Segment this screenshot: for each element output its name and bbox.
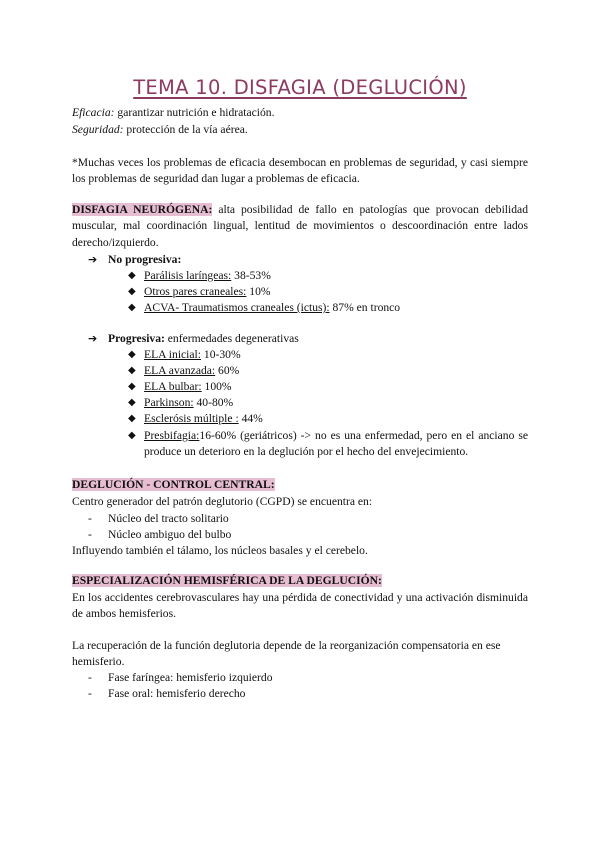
list-item [128,363,528,379]
progresiva-item [88,331,299,347]
especializacion-heading-line [72,573,528,589]
list-item [128,347,528,363]
especializacion-heading: ESPECIALIZACIÓN HEMISFÉRICA DE LA DEGLUCIÓN: [72,574,382,587]
list-item [128,411,528,427]
item-text: Núcleo del tracto solitario [108,512,229,525]
page-title: TEMA 10. DISFAGIA (DEGLUCIÓN) [133,76,467,99]
diamond-icon: ◆ [128,270,136,281]
no-progresiva-label: No progresiva: [108,253,182,266]
diamond-icon: ◆ [128,381,136,392]
item-term: ACVA- Traumatismos craneales (ictus): [144,301,330,314]
item-term: ELA bulbar: [144,380,202,393]
list-item [128,428,528,461]
diamond-icon: ◆ [128,430,136,441]
control-heading-line [72,477,528,493]
list-item [128,268,528,284]
item-value: 10% [246,285,271,298]
item-text: Núcleo ambiguo del bulbo [108,528,232,541]
list-item [128,300,528,316]
diamond-icon: ◆ [128,302,136,313]
especializacion-text-2: La recuperación de la función deglutoria depende de la reorganización compensatoria en ese hemisferio. [72,639,501,669]
item-value: 16-60% (geriátricos) -> no es una enfermedad, pero en el anciano se produce un deterioro en la deglución por el hecho del envejecimiento. [144,429,528,459]
progresiva-text: enfermedades degenerativas [164,332,299,345]
item-value: 60% [215,364,240,377]
seguridad-label: Seguridad: [72,123,124,136]
dash-marker: - [88,512,92,525]
item-value: 10-30% [201,348,241,361]
item-text: Fase oral: hemisferio derecho [108,687,246,700]
item-term: ELA inicial: [144,348,201,361]
item-value: 40-80% [193,396,234,409]
control-heading: DEGLUCIÓN - CONTROL CENTRAL: [72,478,275,491]
diamond-icon: ◆ [128,349,136,360]
list-item [88,511,229,527]
item-term: Esclerósis múltiple : [144,412,239,425]
intro-note: *Muchas veces los problemas de eficacia desembocan en problemas de seguridad, y casi siempre los problemas de seguridad dan lugar a problemas de eficacia. [72,156,528,186]
list-item [128,379,528,395]
especializacion-text-1: En los accidentes cerebrovasculares hay una pérdida de conectividad y una activación disminuida de ambos hemisferios. [72,591,528,621]
seguridad-text: protección de la vía aérea. [123,123,248,136]
item-term: Otros pares craneales: [144,285,247,298]
neurogena-text: alta posibilidad de fallo en patologías que provocan debilidad muscular, mal coordinación lingual, lentitud de movimientos o descoordinación entre lados derecho/izquierdo. [72,203,528,249]
arrow-icon: ➔ [88,332,98,345]
dash-marker: - [88,687,92,700]
progresiva-label: Progresiva: [108,332,165,345]
item-value: 38-53% [231,269,271,282]
neurogena-paragraph [72,202,528,251]
list-item [88,670,273,686]
item-term: Presbifagia: [144,429,200,442]
list-item [128,395,528,411]
list-item [88,527,231,543]
dash-marker: - [88,671,92,684]
control-after: Influyendo también el tálamo, los núcleos basales y el cerebelo. [72,544,368,557]
diamond-icon: ◆ [128,286,136,297]
diamond-icon: ◆ [128,365,136,376]
item-text: Fase faríngea: hemisferio izquierdo [108,671,273,684]
list-item [88,686,245,702]
eficacia-label: Eficacia: [72,106,115,119]
list-item [128,284,528,300]
eficacia-text: garantizar nutrición e hidratación. [114,106,275,119]
dash-marker: - [88,528,92,541]
eficacia-line [72,105,528,121]
neurogena-heading: DISFAGIA NEURÓGENA: [72,203,213,216]
item-value: 100% [201,380,232,393]
diamond-icon: ◆ [128,397,136,408]
item-term: Parálisis laríngeas: [144,269,232,282]
diamond-icon: ◆ [128,413,136,424]
control-text: Centro generador del patrón deglutorio (CGPD) se encuentra en: [72,495,373,508]
item-value: 87% en tronco [329,301,401,314]
item-value: 44% [238,412,263,425]
arrow-icon: ➔ [88,253,98,266]
item-term: Parkinson: [144,396,194,409]
no-progresiva-item [88,252,181,268]
seguridad-line [72,122,528,138]
item-term: ELA avanzada: [144,364,216,377]
